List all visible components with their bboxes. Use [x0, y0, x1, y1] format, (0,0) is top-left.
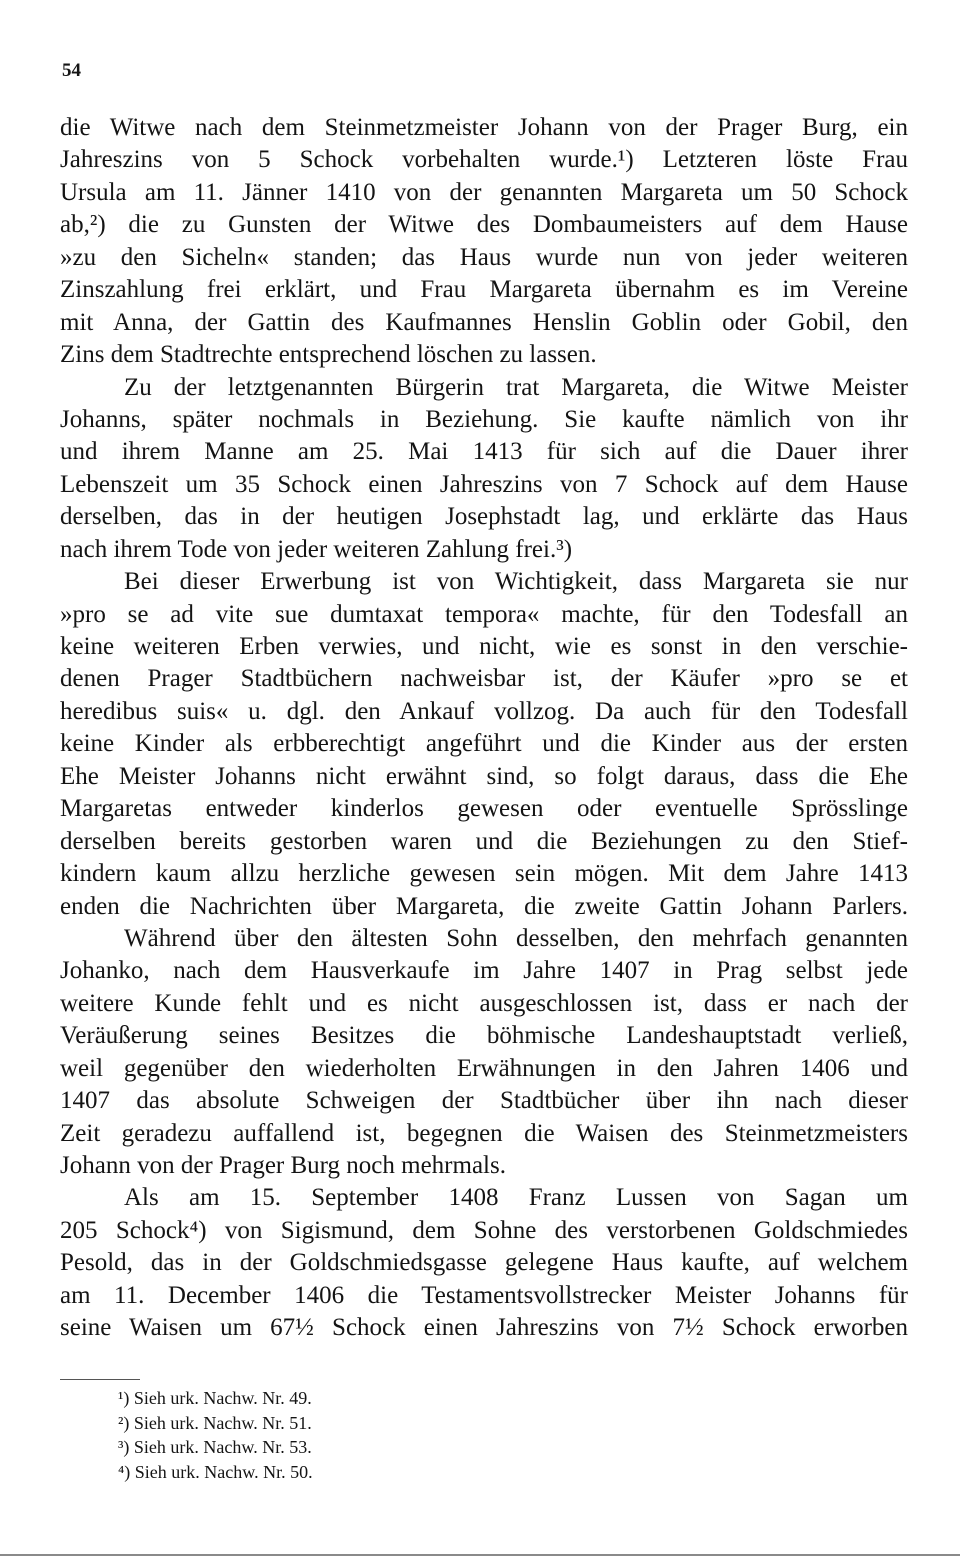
paragraph-start-line: Als am 15. September 1408 Franz Lussen von Sagan um [124, 1184, 908, 1212]
footnote: ⁴) Sieh urk. Nachw. Nr. 50. [118, 1461, 313, 1482]
text-line: Lebenszeit um 35 Schock einen Jahreszins von 7 Schock auf dem Hause [60, 470, 908, 498]
footnote: ²) Sieh urk. Nachw. Nr. 51. [118, 1412, 312, 1433]
footnote: ³) Sieh urk. Nachw. Nr. 53. [118, 1437, 312, 1457]
text-line: am 11. December 1406 die Testamentsvollstrecker Meister Johanns für [60, 1281, 908, 1309]
text-line: 1407 das absolute Schweigen der Stadtbücher über ihn nach dieser [60, 1087, 908, 1115]
text-line: keine weiteren Erben verwies, und nicht, wie es sonst in den verschie- [60, 633, 908, 660]
text-line: enden die Nachrichten über Margareta, die zweite Gattin Johann Parlers. [60, 892, 908, 920]
text-line: heredibus suis« u. dgl. den Ankauf vollzog. Da auch für den Todesfall [60, 697, 908, 725]
text-line: Margaretas entweder kinderlos gewesen oder eventuelle Sprösslinge [60, 795, 908, 823]
paragraph-start-line: Während über den ältesten Sohn desselben, den mehrfach genannten [124, 924, 908, 952]
text-line: »zu den Sicheln« standen; das Haus wurde nun von jeder weiteren [60, 243, 908, 271]
paragraph-start-line: Bei dieser Erwerbung ist von Wichtigkeit, dass Margareta sie nur [124, 568, 908, 596]
text-line: Johann von der Prager Burg noch mehrmals. [60, 1152, 506, 1179]
page-number: 54 [62, 60, 81, 81]
footnote: ¹) Sieh urk. Nachw. Nr. 49. [118, 1388, 312, 1408]
page-bottom-edge [0, 1554, 960, 1556]
text-line: ab,²) die zu Gunsten der Witwe des Dombaumeisters auf dem Hause [60, 211, 908, 239]
text-line: derselben, das in der heutigen Josephstadt lag, und erklärte das Haus [60, 503, 908, 531]
text-line: mit Anna, der Gattin des Kaufmannes Henslin Goblin oder Gobil, den [60, 308, 908, 336]
text-line: denen Prager Stadtbüchern nachweisbar ist, der Käufer »pro se et [60, 665, 908, 693]
footnotes [118, 1386, 313, 1484]
text-line: Zins dem Stadtrechte entsprechend löschen zu lassen. [60, 341, 597, 369]
text-line: keine Kinder als erbberechtigt angeführt und die Kinder aus der ersten [60, 730, 908, 758]
text-line: Johanns, später nochmals in Beziehung. Sie kaufte nämlich von ihr [60, 405, 908, 433]
text-line: Ehe Meister Johanns nicht erwähnt sind, so folgt daraus, dass die Ehe [60, 762, 908, 790]
text-line: 205 Schock⁴) von Sigismund, dem Sohne des verstorbenen Goldschmiedes [60, 1216, 908, 1244]
text-line: Jahreszins von 5 Schock vorbehalten wurde.¹) Letzteren löste Frau [60, 146, 908, 174]
paragraph-start-line: Zu der letztgenannten Bürgerin trat Margareta, die Witwe Meister [124, 373, 908, 401]
text-line: Johanko, nach dem Hausverkaufe im Jahre 1407 in Prag selbst jede [60, 957, 908, 985]
text-line: »pro se ad vite sue dumtaxat tempora« machte, für den Todesfall an [60, 600, 908, 628]
text-line: Zinszahlung frei erklärt, und Frau Margareta übernahm es im Vereine [60, 276, 908, 304]
text-line: nach ihrem Tode von jeder weiteren Zahlung frei.³) [60, 535, 573, 563]
text-line: weitere Kunde fehlt und es nicht ausgeschlossen ist, dass er nach der [60, 989, 908, 1017]
body-text [60, 112, 908, 1345]
text-line: Pesold, das in der Goldschmiedsgasse gelegene Haus kaufte, auf welchem [60, 1249, 908, 1277]
footnote-separator [60, 1379, 140, 1380]
text-line: seine Waisen um 67½ Schock einen Jahreszins von 7½ Schock erworben [60, 1314, 908, 1342]
text-line: Zeit geradezu auffallend ist, begegnen die Waisen des Steinmetzmeisters [60, 1119, 908, 1147]
text-line: Veräußerung seines Besitzes die böhmische Landeshauptstadt verließ, [60, 1022, 908, 1050]
text-line: die Witwe nach dem Steinmetzmeister Johann von der Prager Burg, ein [60, 114, 908, 141]
text-line: und ihrem Manne am 25. Mai 1413 für sich auf die Dauer ihrer [60, 438, 908, 466]
text-line: weil gegenüber den wiederholten Erwähnungen in den Jahren 1406 und [60, 1054, 908, 1082]
text-line: kindern kaum allzu herzliche gewesen sein mögen. Mit dem Jahre 1413 [60, 860, 908, 888]
text-line: Ursula am 11. Jänner 1410 von der genannten Margareta um 50 Schock [60, 178, 908, 206]
text-line: derselben bereits gestorben waren und die Beziehungen zu den Stief- [60, 827, 908, 855]
